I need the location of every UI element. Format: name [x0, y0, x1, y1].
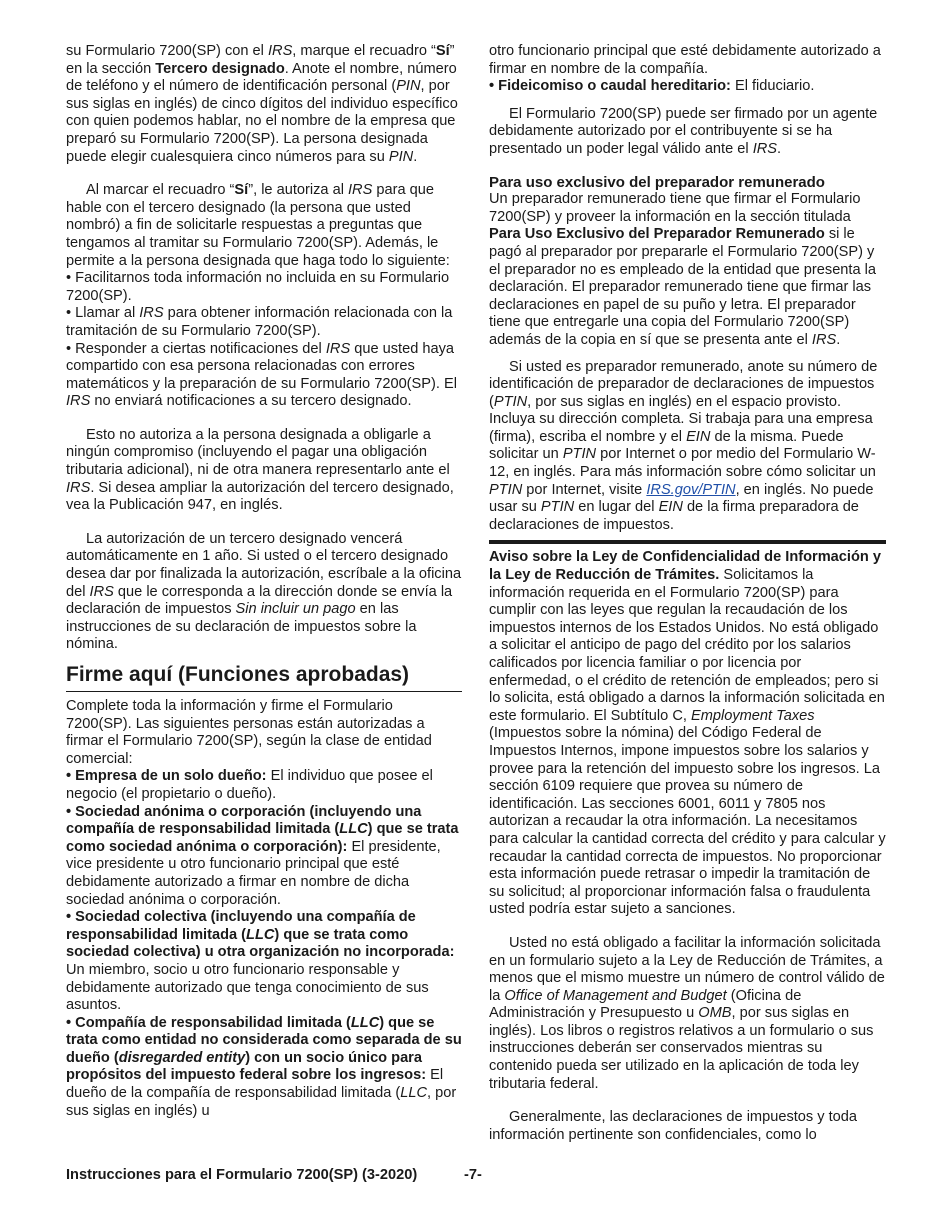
paragraph-paperwork: Usted no está obligado a facilitar la información solicitada en un formulario sujeto a la Ley de Reducción de Trámites, a menos que el mismo muestre un número de control válido de la Office of Management and Budget (Oficina de Administración y Presupuesto u OMB, por sus siglas en inglés). Los libros o registros relativos a un formulario o sus instrucciones deberán ser conservados mientras su contenido pueda ser utilizado en la aplicación de toda ley tributaria federal. — [489, 934, 885, 1092]
paragraph-limits: Esto no autoriza a la persona designada a obligarle a ningún compromiso (incluyendo el pagar una obligación tributaria adicional), ni de otra manera representarlo ante el IRS. Si desea ampliar la autorización del tercero designado, vea la Publicación 947, en inglés. — [66, 426, 454, 514]
signer-sole-proprietor: • Empresa de un solo dueño: El individuo que posee el negocio (el propietario o dueño). — [66, 768, 433, 802]
paragraph-confidential: Generalmente, las declaraciones de impuestos y toda información pertinente son confidenciales, como lo — [489, 1109, 858, 1143]
paragraph-privacy-act: Aviso sobre la Ley de Confidencialidad de Información y la Ley de Reducción de Trámites. Solicitamos la información requerida en el Formulario 7200(SP) para cumplir con las leyes que regulan la recaudación de los impuestos internos de los Estados Unidos. No está obligado a solicitar el anticipo de pago del crédito por los salarios calificados por licencia familiar o por licencia por enfermedad, o el crédito de retención de empleados; pero si lo solicita, está obligado a darnos la información solicitada en este formulario. El Subtítulo C, Employment Taxes (Impuestos sobre la nómina) del Código Federal de Impuestos Internos, impone impuestos sobre los salarios y provee para la retención del impuesto sobre los ingresos. La sección 6109 requiere que provea su número de identificación. Las secciones 6001, 6011 y 7805 nos autorizan a recaudar la otra información. La necesitamos para calcular la cantidad correcta del crédito y para calcular y recaudar la cantidad correcta de impuestos. No proporcionar esta información puede retrasar o impedir la tramitación de su solicitud; al proporcionar información falsa o fraudulenta usted podría estar sujeto a sanciones. — [489, 549, 886, 918]
bullet-item: • Facilitarnos toda información no incluida en su Formulario 7200(SP). — [66, 270, 450, 304]
left-column — [66, 43, 462, 1120]
footer-title: Instrucciones para el Formulario 7200(SP) (3-2020) — [66, 1167, 418, 1183]
right-column — [489, 43, 886, 1144]
signer-corporation: • Sociedad anónima o corporación (incluyendo una compañía de responsabilidad limitada (LLC) que se trata como sociedad anónima o corporación): El presidente, vice presidente u otro funcionario principal que esté debidamente autorizado a firmar en nombre de dicha sociedad anónima o corporación. — [66, 803, 459, 908]
paragraph-paid-preparer: Un preparador remunerado tiene que firmar el Formulario 7200(SP) y proveer la información en la sección titulada Para Uso Exclusivo del Preparador Remunerado si le pagó al preparador por prepararle el Formulario 7200(SP) y el preparador no es empleado de la entidad que presenta la declaración. El preparador remunerado tiene que firmar las declaraciones en papel de su puño y letra. El preparador tiene que entregarle una copia del Formulario 7200(SP) además de la copia en sí que se presenta ante el IRS. — [489, 191, 877, 348]
paragraph-authorization: Al marcar el recuadro “Sí”, le autoriza al IRS para que hable con el tercero designado (la persona que usted nombró) a fin de solicitarle respuestas a preguntas que tengamos al tramitar su Formulario 7200(SP). Además, le permite a la persona designada que haga todo lo siguiente: — [66, 182, 450, 269]
section-heading-paid-preparer: Para uso exclusivo del preparador remunerado — [489, 173, 825, 191]
bullet-item: • Responder a ciertas notificaciones del IRS que usted haya compartido con esa persona relacionadas con errores matemáticos y la preparación de su Formulario 7200(SP). El IRS no enviará notificaciones a su tercero designado. — [66, 340, 457, 410]
page-footer — [66, 1167, 886, 1185]
signer-partnership: • Sociedad colectiva (incluyendo una compañía de responsabilidad limitada (LLC) que se trata como sociedad colectiva) u otra organización no incorporada: Un miembro, socio u otro funcionario responsable y debidamente autorizado que tenga conocimiento de sus asuntos. — [66, 909, 455, 1014]
paragraph-continued: otro funcionario principal que esté debidamente autorizado a firmar en nombre de la compañía. — [489, 43, 881, 77]
irs-ptin-link[interactable]: IRS.gov/PTIN — [646, 481, 736, 498]
section-heading-sign-here: Firme aquí (Funciones aprobadas) — [66, 662, 462, 692]
paragraph-ptin: Si usted es preparador remunerado, anote su número de identificación de preparador de declaraciones de impuestos (PTIN, por sus siglas en inglés) en el espacio provisto. Incluya su dirección completa. Si trabaja para una empresa (firma), escriba el nombre y el EIN de la misma. Puede solicitar un PTIN por Internet o por medio del Formulario W-12, en inglés. Para más información sobre cómo solicitar un PTIN por Internet, visite IRS.gov/PTIN, en inglés. No puede usar su PTIN en lugar del EIN de la firma preparadora de declaraciones de impuestos. — [489, 358, 878, 533]
bullet-item: • Llamar al IRS para obtener información relacionada con la tramitación de su Formulario 7200(SP). — [66, 305, 453, 339]
page-number: -7- — [464, 1167, 482, 1183]
paragraph-third-party-intro: su Formulario 7200(SP) con el IRS, marque el recuadro “Sí” en la sección Tercero designado. Anote el nombre, número de teléfono y el número de identificación personal (PIN, por sus siglas en inglés) de cinco dígitos del individuo específico con quien podemos hablar, no el nombre de la empresa que preparó su Formulario 7200(SP). La persona designada puede elegir cualesquiera cinco números para su PIN. — [66, 43, 458, 165]
signer-trust-estate: • Fideicomiso o caudal hereditario: El fiduciario. — [489, 78, 815, 95]
paragraph-agent: El Formulario 7200(SP) puede ser firmado por un agente debidamente autorizado por el contribuyente si se ha presentado un poder legal válido ante el IRS. — [489, 105, 878, 157]
privacy-act-notice — [489, 540, 886, 918]
signer-single-member-llc: • Compañía de responsabilidad limitada (LLC) que se trata como entidad no considerada como separada de su dueño (disregarded entity) con un socio único para propósitos del impuesto federal sobre los ingresos: El dueño de la compañía de responsabilidad limitada (LLC, por sus siglas en inglés) u — [66, 1014, 462, 1119]
paragraph-expiration: La autorización de un tercero designado vencerá automáticamente en 1 año. Si usted o el tercero designado desea dar por finalizada la autorización, escríbale a la oficina del IRS que le corresponda a la dirección donde se envía la declaración de impuestos Sin incluir un pago en las instrucciones de su declaración de impuestos sobre la nómina. — [66, 530, 462, 653]
paragraph-sign-intro: Complete toda la información y firme el Formulario 7200(SP). Las siguientes personas están autorizadas a firmar el Formulario 7200(SP), según la clase de entidad comercial: — [66, 698, 432, 767]
